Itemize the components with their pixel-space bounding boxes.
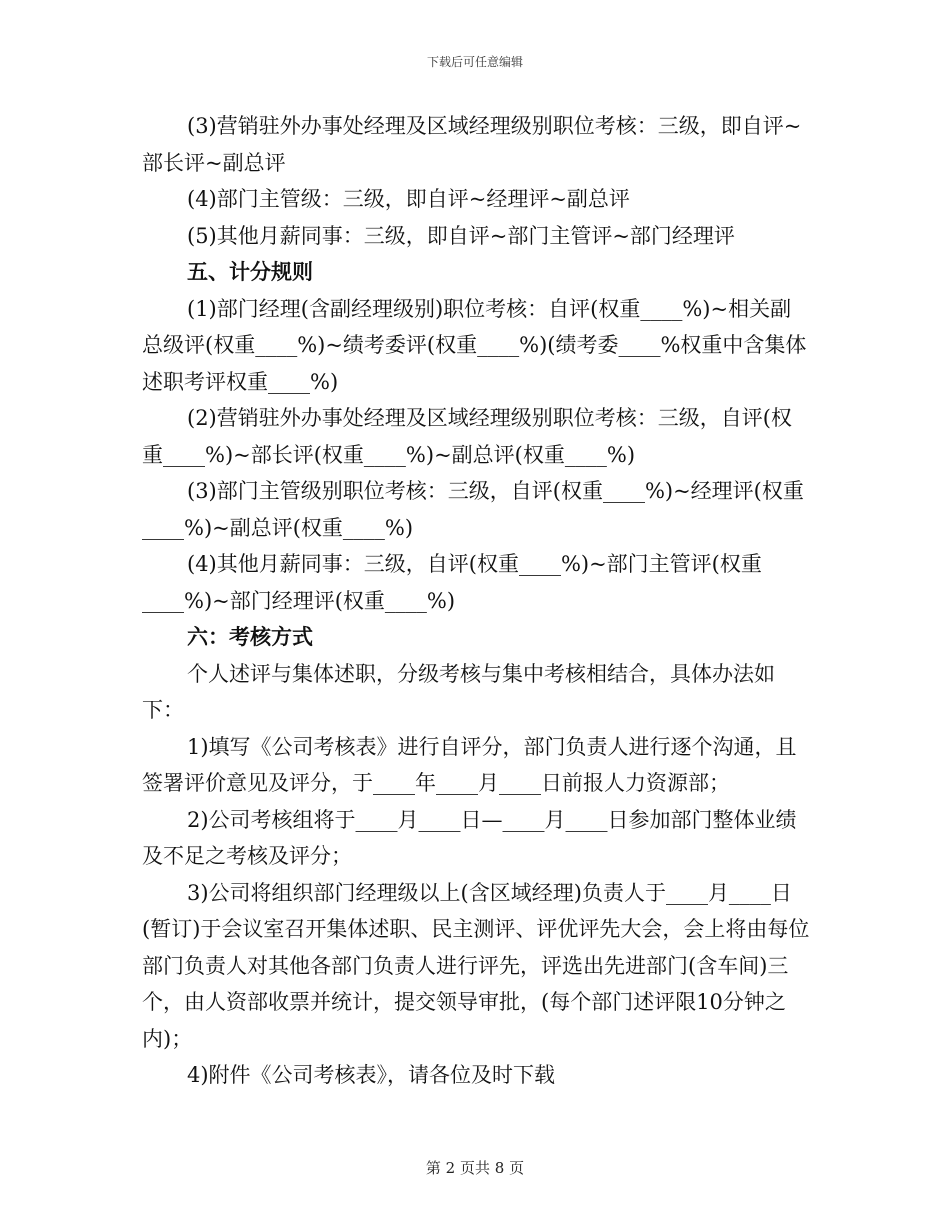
paragraph-method-step-4: 4)附件《公司考核表》，请各位及时下载 bbox=[187, 1063, 556, 1087]
paragraph-method-step-2: 2)公司考核组将于____月____日—____月____日参加部门整体业绩及不足之考核及评分； bbox=[142, 807, 797, 868]
paragraph-item-4-supervisor: (4)部门主管级：三级，即自评~经理评~副总评 bbox=[187, 187, 630, 211]
paragraph-rule-1-manager: (1)部门经理(含副经理级别)职位考核：自评(权重____%)~相关副总级评(权重____%)~绩考委评(权重____%)(绩考委____%权重中含集体述职考评权重____%) bbox=[142, 296, 807, 394]
section-heading-assessment-method: 六：考核方式 bbox=[187, 624, 313, 649]
paragraph-rule-3-supervisor: (3)部门主管级别职位考核：三级，自评(权重____%)~经理评(权重____%)~副总评(权重____%) bbox=[142, 479, 804, 540]
paragraph-rule-4-other-staff: (4)其他月薪同事：三级，自评(权重____%)~部门主管评(权重____%)~部门经理评(权重____%) bbox=[142, 552, 762, 613]
paragraph-rule-2-marketing: (2)营销驻外办事处经理及区域经理级别职位考核：三级，自评(权重____%)~部长评(权重____%)~副总评(权重____%) bbox=[142, 406, 792, 467]
document-body bbox=[142, 108, 810, 1094]
paragraph-item-3-marketing: (3)营销驻外办事处经理及区域经理级别职位考核：三级，即自评~部长评~副总评 bbox=[142, 114, 802, 175]
page-header: 下载后可任意编辑 bbox=[426, 55, 523, 69]
section-heading-scoring-rules: 五、计分规则 bbox=[187, 259, 313, 284]
paragraph-method-step-1: 1)填写《公司考核表》进行自评分，部门负责人进行逐个沟通，且签署评价意见及评分，于____年____月____日前报人力资源部； bbox=[142, 734, 797, 795]
paragraph-item-5-other-staff: (5)其他月薪同事：三级，即自评~部门主管评~部门经理评 bbox=[187, 223, 735, 248]
page-footer: 第 2 页共 8 页 bbox=[425, 1159, 525, 1177]
paragraph-method-step-3: 3)公司将组织部门经理级以上(含区域经理)负责人于____月____日(暂订)于会议室召开集体述职、民主测评、评优评先大会，会上将由每位部门负责人对其他各部门负责人进行评先，评选出先进部门(含车间)三个，由人资部收票并统计，提交领导审批，(每个部门述评限10分钟之内)； bbox=[142, 880, 810, 1051]
paragraph-method-intro: 个人述评与集体述职，分级考核与集中考核相结合，具体办法如下： bbox=[142, 661, 775, 722]
